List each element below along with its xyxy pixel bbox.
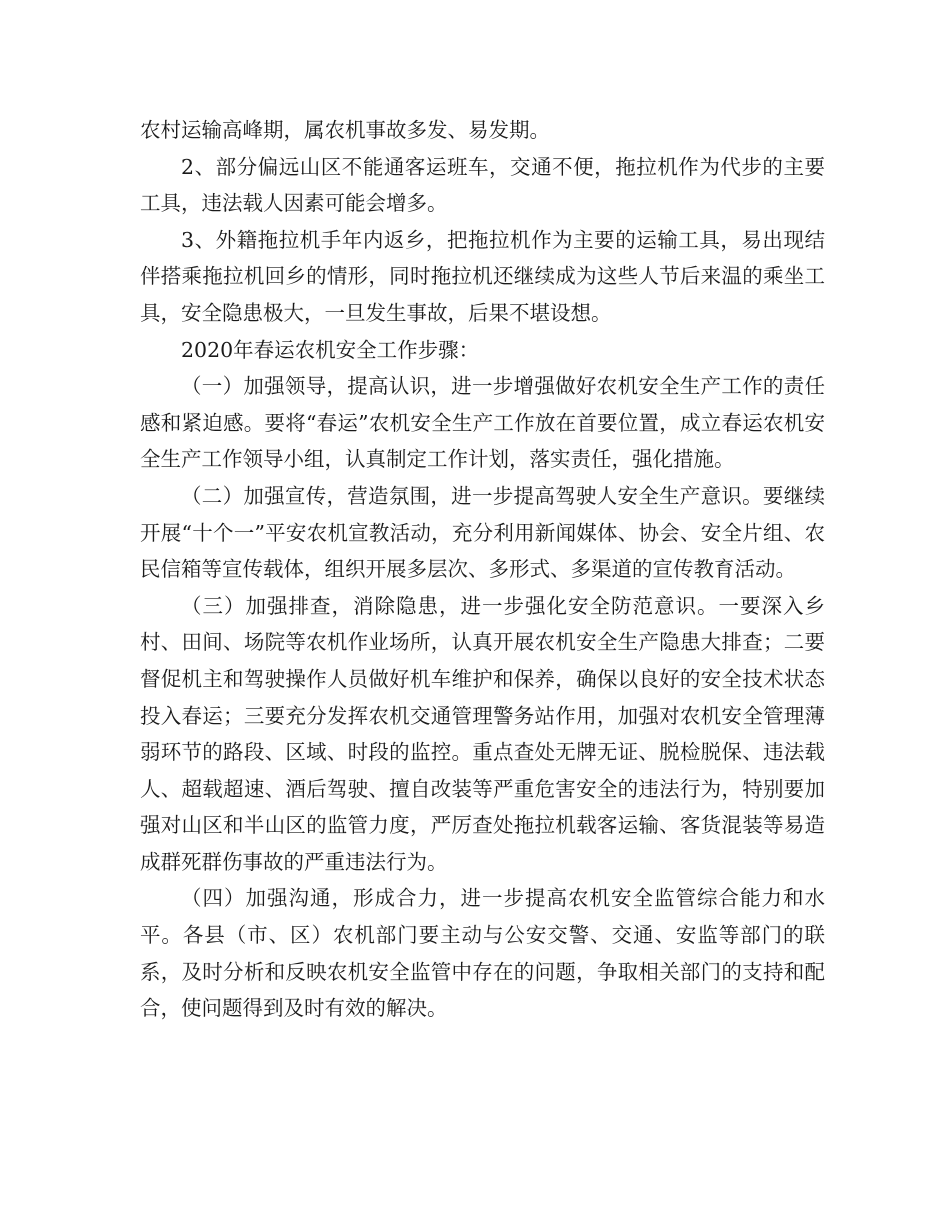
- paragraph-point-3: 3、外籍拖拉机手年内返乡，把拖拉机作为主要的运输工具，易出现结伴搭乘拖拉机回乡的情形，同时拖拉机还继续成为这些人节后来温的乘坐工具，安全隐患极大，一旦发生事故，后果不堪设想。: [140, 227, 825, 325]
- paragraph-step-1: （一）加强领导，提高认识，进一步增强做好农机安全生产工作的责任感和紧迫感。要将“春运”农机安全生产工作放在首要位置，成立春运农机安全生产工作领导小组，认真制定工作计划，落实责任，强化措施。: [140, 374, 825, 472]
- paragraph-continuation: 农村运输高峰期，属农机事故多发、易发期。: [140, 118, 550, 142]
- section-heading: 2020年春运农机安全工作步骤：: [181, 337, 480, 362]
- document-body: [140, 112, 825, 1027]
- paragraph-step-3: （三）加强排查，消除隐患，进一步强化安全防范意识。一要深入乡村、田间、场院等农机作业场所，认真开展农机安全生产隐患大排查；二要督促机主和驾驶操作人员做好机车维护和保养，确保以良好的安全技术状态投入春运；三要充分发挥农机交通管理警务站作用，加强对农机安全管理薄弱环节的路段、区域、时段的监控。重点查处无牌无证、脱检脱保、违法载人、超载超速、酒后驾驶、擅自改装等严重危害安全的违法行为，特别要加强对山区和半山区的监管力度，严厉查处拖拉机载客运输、客货混装等易造成群死群伤事故的严重违法行为。: [140, 593, 825, 874]
- paragraph-point-2: 2、部分偏远山区不能通客运班车，交通不便，拖拉机作为代步的主要工具，违法载人因素可能会增多。: [140, 154, 825, 216]
- paragraph-step-4: （四）加强沟通，形成合力，进一步提高农机安全监管综合能力和水平。各县（市、区）农机部门要主动与公安交警、交通、安监等部门的联系，及时分析和反映农机安全监管中存在的问题，争取相关部门的支持和配合，使问题得到及时有效的解决。: [140, 886, 825, 1021]
- paragraph-step-2: （二）加强宣传，营造氛围，进一步提高驾驶人安全生产意识。要继续开展“十个一”平安农机宣教活动，充分利用新闻媒体、协会、安全片组、农民信箱等宣传载体，组织开展多层次、多形式、多渠道的宣传教育活动。: [140, 483, 825, 582]
